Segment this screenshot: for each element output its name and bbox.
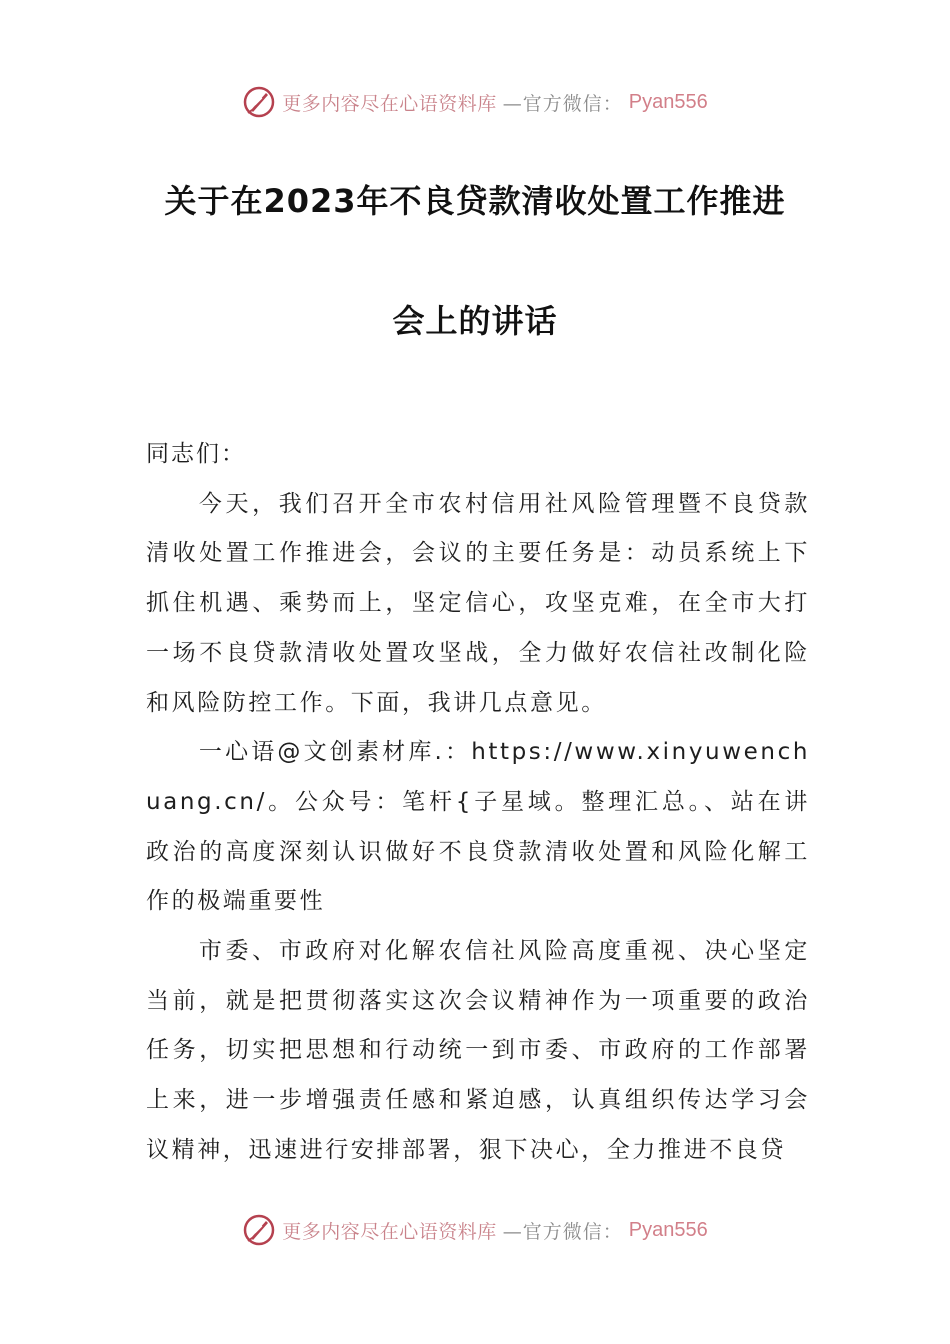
paragraph-2: 一心语@文创素材库.：https://www.xinyuwenchuang.cn/。公众号：笔杆{子星域。整理汇总。、站在讲政治的高度深刻认识做好不良贷款清收处置和风险化解工作的极端重要性: [146, 739, 810, 915]
quill-pen-circle-icon: [242, 1213, 276, 1247]
banner-site-name: 更多内容尽在心语资料库: [282, 1220, 497, 1243]
greeting: 同志们：: [146, 441, 246, 467]
banner-wechat-id: Pyan556: [628, 90, 708, 113]
banner-wechat-label: —官方微信：: [502, 92, 623, 115]
document-body: [146, 430, 810, 1176]
banner-site-name: 更多内容尽在心语资料库: [282, 92, 497, 115]
header-banner: [0, 82, 950, 122]
banner-wechat-id: Pyan556: [628, 1218, 708, 1241]
paragraph-3: 市委、市政府对化解农信社风险高度重视、决心坚定当前，就是把贯彻落实这次会议精神作为一项重要的政治任务，切实把思想和行动统一到市委、市政府的工作部署上来，进一步增强责任感和紧迫感，认真组织传达学习会议精神，迅速进行安排部署，狠下决心，全力推进不良贷: [146, 938, 810, 1163]
document-title-line-2: 会上的讲话: [392, 302, 558, 340]
banner-wechat-label: —官方微信：: [502, 1220, 623, 1243]
quill-pen-circle-icon: [242, 85, 276, 119]
document-title-line-1: 关于在2023年不良贷款清收处置工作推进: [164, 182, 786, 220]
footer-banner: [0, 1210, 950, 1250]
paragraph-1: 今天，我们召开全市农村信用社风险管理暨不良贷款清收处置工作推进会，会议的主要任务是：动员系统上下抓住机遇、乘势而上，坚定信心，攻坚克难，在全市大打一场不良贷款清收处置攻坚战，全力做好农信社改制化险和风险防控工作。下面，我讲几点意见。: [146, 490, 810, 716]
